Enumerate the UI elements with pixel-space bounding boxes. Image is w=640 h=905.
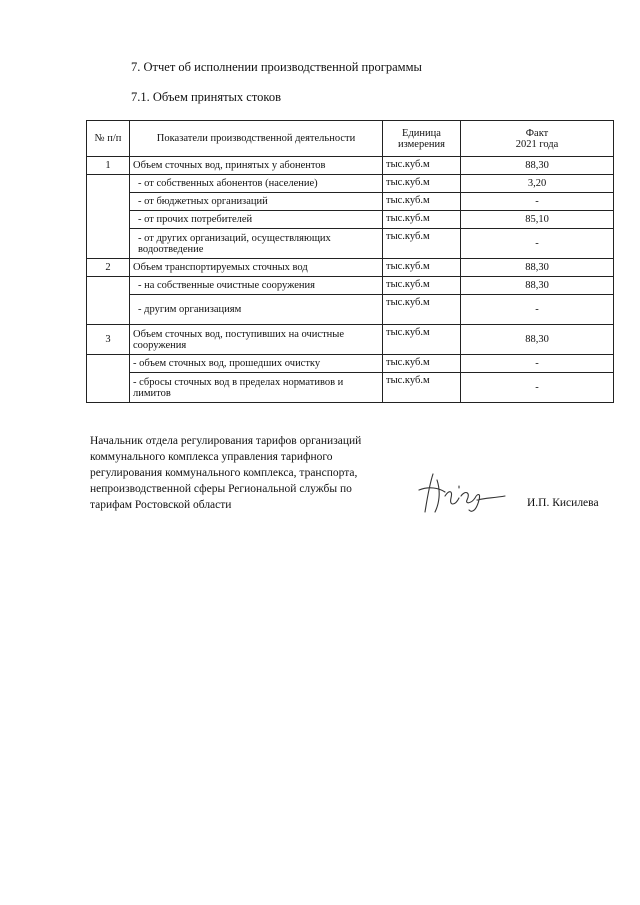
table-row — [87, 325, 614, 355]
row-num — [87, 355, 130, 403]
row-num: 1 — [87, 157, 130, 175]
header-unit — [383, 121, 461, 157]
position-line: тарифам Ростовской области — [90, 499, 232, 511]
header-unit-line1: Единица — [402, 127, 441, 139]
header-unit-line2: измерения — [398, 138, 445, 150]
row-num: 2 — [87, 259, 130, 277]
row-unit: тыс.куб.м — [383, 229, 461, 259]
row-label: - от бюджетных организаций — [130, 193, 383, 211]
position-line: регулирования коммунального комплекса, транспорта, — [90, 467, 358, 479]
row-num — [87, 175, 130, 259]
wastewater-table — [86, 120, 614, 403]
header-fact-line1: Факт — [525, 127, 549, 139]
table-row — [87, 277, 614, 295]
row-unit: тыс.куб.м — [383, 277, 461, 295]
row-label: - от прочих потребителей — [130, 211, 383, 229]
row-unit: тыс.куб.м — [383, 295, 461, 325]
signatory-name: И.П. Кисилева — [527, 497, 599, 509]
row-unit: тыс.куб.м — [383, 157, 461, 175]
table-row — [87, 211, 614, 229]
header-fact — [461, 121, 614, 157]
row-fact: 88,30 — [461, 325, 614, 355]
handwritten-signature — [415, 466, 507, 518]
row-fact: - — [461, 373, 614, 403]
signatory-position — [90, 433, 410, 513]
row-unit: тыс.куб.м — [383, 211, 461, 229]
table-header-row — [87, 121, 614, 157]
row-fact: - — [461, 355, 614, 373]
header-fact-line2: 2021 года — [515, 138, 559, 150]
table-row — [87, 355, 614, 373]
row-unit: тыс.куб.м — [383, 325, 461, 355]
table-row — [87, 295, 614, 325]
row-unit: тыс.куб.м — [383, 175, 461, 193]
row-label: Объем сточных вод, поступивших на очистные сооружения — [130, 325, 383, 355]
row-label: - на собственные очистные сооружения — [130, 277, 383, 295]
table-row — [87, 193, 614, 211]
header-indicator: Показатели производственной деятельности — [130, 121, 383, 157]
position-line: непроизводственной сферы Региональной службы по — [90, 483, 352, 495]
table-row — [87, 259, 614, 277]
header-num: № п/п — [87, 121, 130, 157]
row-fact: 88,30 — [461, 277, 614, 295]
row-fact: - — [461, 295, 614, 325]
subsection-title: 7.1. Объем принятых стоков — [131, 90, 281, 104]
position-line: коммунального комплекса управления тарифного — [90, 451, 333, 463]
row-unit: тыс.куб.м — [383, 193, 461, 211]
row-unit: тыс.куб.м — [383, 355, 461, 373]
table-row — [87, 175, 614, 193]
row-fact: 88,30 — [461, 157, 614, 175]
section-title: 7. Отчет об исполнении производственной программы — [131, 60, 422, 74]
table-row — [87, 157, 614, 175]
row-label: - другим организациям — [130, 295, 383, 325]
row-label: - сбросы сточных вод в пределах нормативов и лимитов — [130, 373, 383, 403]
row-label: Объем транспортируемых сточных вод — [130, 259, 383, 277]
row-label: - от собственных абонентов (население) — [130, 175, 383, 193]
row-num — [87, 277, 130, 325]
row-fact: - — [461, 229, 614, 259]
row-fact: 3,20 — [461, 175, 614, 193]
row-unit: тыс.куб.м — [383, 373, 461, 403]
row-label: Объем сточных вод, принятых у абонентов — [130, 157, 383, 175]
table-row — [87, 373, 614, 403]
position-line: Начальник отдела регулирования тарифов организаций — [90, 435, 362, 447]
row-num: 3 — [87, 325, 130, 355]
row-label: - объем сточных вод, прошедших очистку — [130, 355, 383, 373]
row-fact: 88,30 — [461, 259, 614, 277]
row-fact: 85,10 — [461, 211, 614, 229]
row-fact: - — [461, 193, 614, 211]
row-label: - от других организаций, осуществляющих водоотведение — [130, 229, 383, 259]
table-row — [87, 229, 614, 259]
row-unit: тыс.куб.м — [383, 259, 461, 277]
